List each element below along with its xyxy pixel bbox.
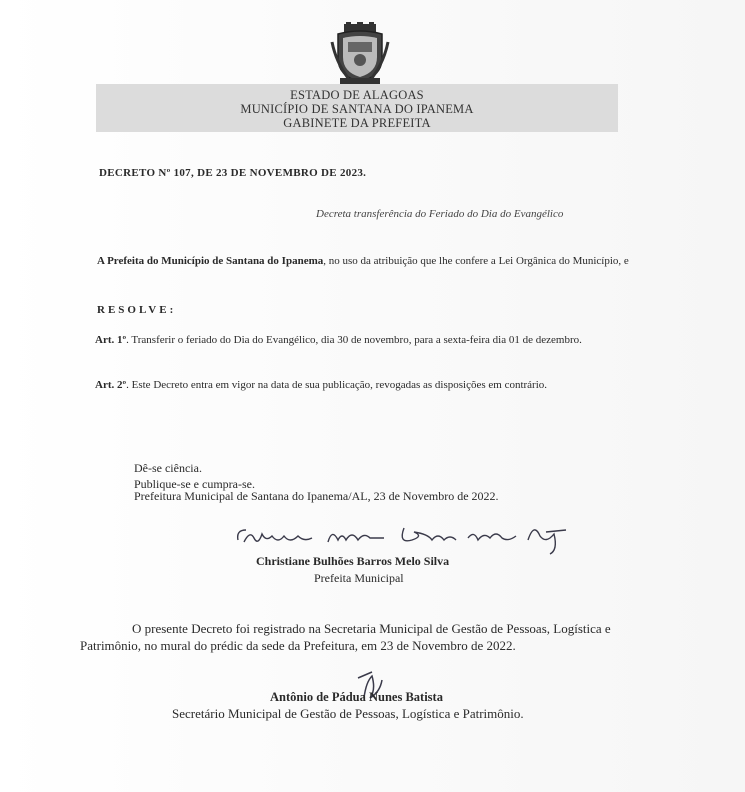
signatory-2-role: Secretário Municipal de Gestão de Pessoas, Logística e Patrimônio. [172, 706, 524, 721]
decree-preamble [97, 254, 637, 269]
article-2-label: Art. 2º [95, 379, 127, 391]
decree-title: DECRETO Nº 107, DE 23 DE NOVEMBRO DE 2023. [99, 167, 367, 179]
resolve-heading: RESOLVE: [97, 304, 177, 316]
article-1 [95, 333, 640, 348]
header-municipality: MUNICÍPIO DE SANTANA DO IPANEMA [240, 102, 474, 116]
article-1-label: Art. 1º [95, 334, 127, 346]
signatory-1-role: Prefeita Municipal [314, 571, 404, 585]
preamble-text: , no uso da atribuição que lhe confere a Lei Orgânica do Município, e [323, 255, 629, 267]
closing-line-2: Publique-se e cumpra-se. [134, 477, 255, 491]
header-band [96, 84, 618, 132]
article-1-text: . Transferir o feriado do Dia do Evangélico, dia 30 de novembro, para a sexta-feira dia 01 de dezembro. [126, 334, 582, 346]
handwritten-signature-icon [228, 516, 588, 556]
decree-ementa: Decreta transferência do Feriado do Dia do Evangélico [316, 208, 564, 220]
article-2-text: . Este Decreto entra em vigor na data de sua publicação, revogadas as disposições em contrário. [126, 379, 548, 391]
closing-line-1: Dê-se ciência. [134, 461, 202, 475]
article-2 [95, 378, 640, 393]
preamble-authority: A Prefeita do Município de Santana do Ipanema [97, 255, 324, 267]
header-state: ESTADO DE ALAGOAS [290, 88, 424, 102]
signatory-2-name: Antônio de Pádua Nunes Batista [270, 690, 443, 704]
closing-line-3: Prefeitura Municipal de Santana do Ipanema/AL, 23 de Novembro de 2022. [134, 489, 499, 503]
signatory-1-name: Christiane Bulhões Barros Melo Silva [256, 554, 450, 568]
municipal-coat-of-arms-icon [330, 22, 390, 86]
header-office: GABINETE DA PREFEITA [283, 116, 431, 130]
registration-note [80, 620, 660, 654]
registration-text: O presente Decreto foi registrado na Secretaria Municipal de Gestão de Pessoas, Logística e Patrimônio, no mural do prédic da sede da Prefeitura, em 23 de Novembro de 2022. [80, 621, 611, 653]
